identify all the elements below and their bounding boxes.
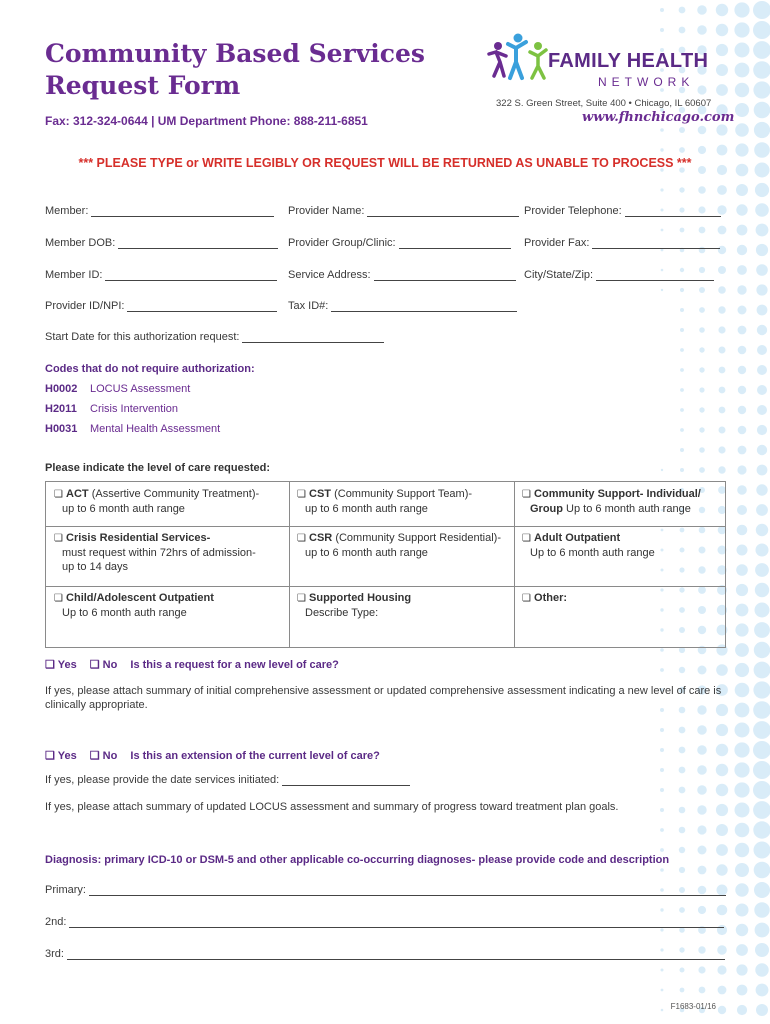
provider-name-field[interactable] bbox=[288, 205, 519, 217]
care-option-title: Adult Outpatient bbox=[534, 532, 621, 544]
logo-figures-icon bbox=[489, 34, 546, 79]
service-address-field[interactable] bbox=[288, 269, 516, 281]
services-initiated-date-field[interactable] bbox=[45, 774, 410, 786]
member-input[interactable] bbox=[91, 205, 274, 217]
member-dob-field[interactable] bbox=[45, 237, 278, 249]
third-diagnosis-input[interactable] bbox=[67, 948, 725, 960]
provider-group-input[interactable] bbox=[399, 237, 511, 249]
third-diagnosis-label: 3rd: bbox=[45, 948, 64, 960]
services-initiated-input[interactable] bbox=[282, 774, 410, 786]
checkbox-icon[interactable]: ❏ bbox=[297, 533, 306, 544]
start-date-field[interactable] bbox=[45, 331, 384, 343]
code-description: Crisis Intervention bbox=[90, 403, 179, 415]
new-level-yes-checkbox[interactable]: ❏ Yes bbox=[45, 659, 77, 671]
care-option-title: Other: bbox=[534, 592, 568, 604]
second-diagnosis-label: 2nd: bbox=[45, 916, 67, 928]
provider-name-label: Provider Name: bbox=[288, 205, 365, 217]
address: 322 S. Green Street, Suite 400 • Chicago, IL 60607 bbox=[496, 98, 712, 109]
city-state-zip-field[interactable] bbox=[524, 269, 714, 281]
provider-telephone-field[interactable] bbox=[524, 205, 721, 217]
care-option-desc: (Assertive Community Treatment)- bbox=[88, 488, 260, 500]
services-initiated-label: If yes, please provide the date services initiated: bbox=[45, 774, 280, 786]
care-option-title: ACT bbox=[66, 488, 89, 500]
care-option-other[interactable] bbox=[514, 586, 726, 611]
care-option-range: Up to 6 month auth range bbox=[563, 503, 691, 515]
code: H2011 bbox=[45, 403, 77, 415]
code-description: LOCUS Assessment bbox=[90, 383, 191, 395]
new-level-question: Is this a request for a new level of care? bbox=[130, 659, 339, 671]
level-of-care-heading: Please indicate the level of care requested: bbox=[45, 462, 270, 474]
care-option-community-support[interactable] bbox=[514, 482, 726, 521]
care-option-range: up to 6 month auth range bbox=[305, 547, 428, 559]
code: H0002 bbox=[45, 383, 78, 395]
code-row bbox=[45, 423, 220, 435]
checkbox-icon[interactable]: ❏ bbox=[297, 593, 306, 604]
second-diagnosis-input[interactable] bbox=[69, 916, 724, 928]
member-dob-label: Member DOB: bbox=[45, 237, 116, 249]
care-option-crisis-residential[interactable] bbox=[46, 526, 289, 579]
legibility-notice: *** PLEASE TYPE or WRITE LEGIBLY OR REQUEST WILL BE RETURNED AS UNABLE TO PROCESS *** bbox=[78, 156, 692, 170]
fax-phone-line: Fax: 312-324-0644 | UM Department Phone: 888-211-6851 bbox=[45, 114, 368, 128]
care-option-cst[interactable] bbox=[289, 482, 514, 521]
member-id-label: Member ID: bbox=[45, 269, 103, 281]
checkbox-icon[interactable]: ❏ bbox=[54, 593, 63, 604]
title-line-2: Request Form bbox=[45, 71, 241, 100]
member-field[interactable] bbox=[45, 205, 274, 217]
provider-telephone-label: Provider Telephone: bbox=[524, 205, 622, 217]
code-description: Mental Health Assessment bbox=[90, 423, 221, 435]
extension-question-row bbox=[45, 749, 390, 762]
care-option-title: CSR bbox=[309, 532, 333, 544]
website-link[interactable]: www.fhnchicago.com bbox=[582, 110, 735, 125]
care-option-child-outpatient[interactable] bbox=[46, 586, 289, 625]
extension-instructions: If yes, please attach summary of updated LOCUS assessment and summary of progress toward treatment plan goals. bbox=[45, 801, 619, 813]
care-option-range: up to 14 days bbox=[62, 561, 129, 573]
care-option-title: CST bbox=[309, 488, 332, 500]
checkbox-icon[interactable]: ❏ bbox=[297, 489, 306, 500]
care-option-title: Child/Adolescent Outpatient bbox=[66, 592, 214, 604]
provider-fax-field[interactable] bbox=[524, 237, 720, 249]
provider-group-label: Provider Group/Clinic: bbox=[288, 237, 396, 249]
care-option-csr[interactable] bbox=[289, 526, 514, 565]
primary-diagnosis-field[interactable] bbox=[45, 884, 726, 896]
codes-heading: Codes that do not require authorization: bbox=[45, 363, 255, 375]
care-option-title-2: Group bbox=[530, 503, 563, 515]
member-id-field[interactable] bbox=[45, 269, 277, 281]
second-diagnosis-field[interactable] bbox=[45, 916, 724, 928]
extension-yes-checkbox[interactable]: ❏ Yes bbox=[45, 750, 77, 762]
care-option-title: Supported Housing bbox=[309, 592, 412, 604]
title-line-1: Community Based Services bbox=[45, 39, 425, 68]
code-row bbox=[45, 403, 178, 415]
checkbox-icon[interactable]: ❏ bbox=[54, 533, 63, 544]
extension-no-checkbox[interactable]: ❏ No bbox=[89, 750, 118, 762]
city-state-zip-label: City/State/Zip: bbox=[524, 269, 594, 281]
code: H0031 bbox=[45, 423, 78, 435]
checkbox-icon[interactable]: ❏ bbox=[54, 489, 63, 500]
new-level-no-checkbox[interactable]: ❏ No bbox=[89, 659, 118, 671]
care-option-range: up to 6 month auth range bbox=[305, 503, 428, 515]
care-option-range: Up to 6 month auth range bbox=[62, 607, 187, 619]
form-number: F1683-01/16 bbox=[670, 1002, 716, 1011]
member-id-input[interactable] bbox=[105, 269, 277, 281]
tax-id-label: Tax ID#: bbox=[288, 300, 329, 312]
code-row bbox=[45, 383, 190, 395]
level-of-care-grid bbox=[45, 481, 726, 648]
extension-question: Is this an extension of the current level of care? bbox=[130, 750, 380, 762]
care-option-desc: must request within 72hrs of admission- bbox=[62, 547, 256, 559]
checkbox-icon[interactable]: ❏ bbox=[522, 593, 531, 604]
provider-npi-label: Provider ID/NPI: bbox=[45, 300, 125, 312]
tax-id-field[interactable] bbox=[288, 300, 517, 312]
care-option-adult-outpatient[interactable] bbox=[514, 526, 726, 565]
page-title bbox=[45, 38, 425, 102]
care-option-range: Up to 6 month auth range bbox=[530, 547, 655, 559]
checkbox-icon[interactable]: ❏ bbox=[522, 533, 531, 544]
care-option-supported-housing[interactable] bbox=[289, 586, 514, 625]
provider-fax-label: Provider Fax: bbox=[524, 237, 590, 249]
tax-id-input[interactable] bbox=[331, 300, 517, 312]
provider-fax-input[interactable] bbox=[592, 237, 720, 249]
start-date-input[interactable] bbox=[242, 331, 384, 343]
provider-group-field[interactable] bbox=[288, 237, 511, 249]
new-level-instructions: If yes, please attach summary of initial comprehensive assessment or updated comprehensive assessment indicating a new level of care is clinically appropriate. bbox=[45, 685, 722, 711]
care-option-range: up to 6 month auth range bbox=[62, 503, 185, 515]
logo-network: NETWORK bbox=[598, 75, 695, 89]
diagnosis-heading: Diagnosis: primary ICD-10 or DSM-5 and other applicable co-occurring diagnoses- please provide code and description bbox=[45, 854, 670, 866]
care-option-desc: Describe Type: bbox=[305, 607, 379, 619]
provider-npi-input[interactable] bbox=[127, 300, 277, 312]
city-state-zip-input[interactable] bbox=[596, 269, 714, 281]
care-option-act[interactable] bbox=[46, 482, 289, 521]
primary-diagnosis-label: Primary: bbox=[45, 884, 86, 896]
member-label: Member: bbox=[45, 205, 89, 217]
third-diagnosis-field[interactable] bbox=[45, 948, 725, 960]
logo-name: FAMILY HEALTH bbox=[548, 50, 709, 72]
care-option-title: Crisis Residential Services- bbox=[66, 532, 211, 544]
service-address-input[interactable] bbox=[374, 269, 516, 281]
start-date-label: Start Date for this authorization request: bbox=[45, 331, 240, 343]
primary-diagnosis-input[interactable] bbox=[89, 884, 726, 896]
provider-telephone-input[interactable] bbox=[625, 205, 721, 217]
member-dob-input[interactable] bbox=[118, 237, 278, 249]
provider-name-input[interactable] bbox=[367, 205, 519, 217]
provider-npi-field[interactable] bbox=[45, 300, 277, 312]
care-option-desc: (Community Support Team)- bbox=[331, 488, 473, 500]
care-option-title: Community Support- Individual/ bbox=[534, 488, 701, 500]
checkbox-icon[interactable]: ❏ bbox=[522, 489, 531, 500]
service-address-label: Service Address: bbox=[288, 269, 371, 281]
care-option-desc: (Community Support Residential)- bbox=[332, 532, 501, 544]
new-level-question-row bbox=[45, 658, 349, 671]
